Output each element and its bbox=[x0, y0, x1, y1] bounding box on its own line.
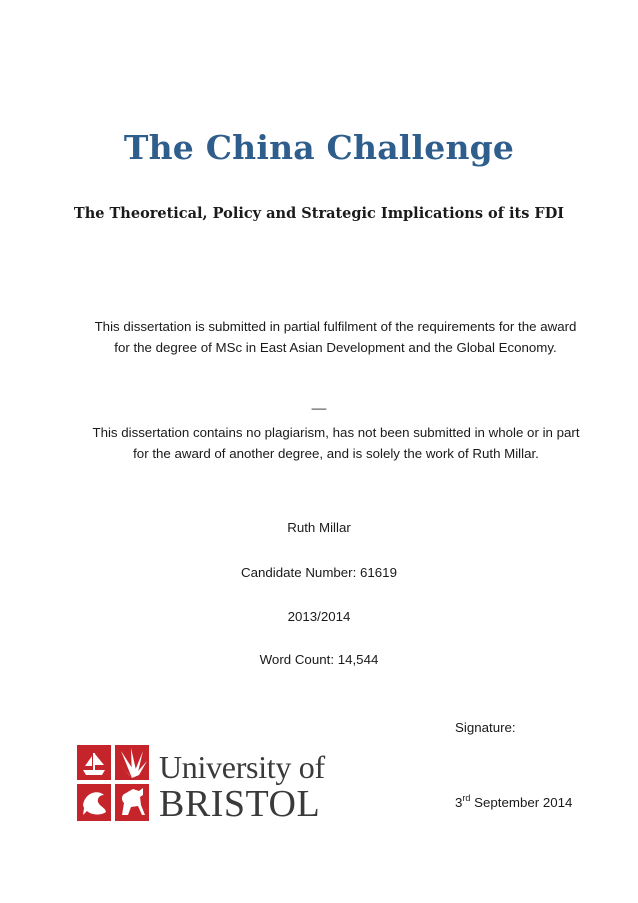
university-logo bbox=[77, 745, 327, 825]
academic-year: 2013/2014 bbox=[287, 609, 351, 624]
logo-text-bristol: BRISTOL bbox=[159, 783, 321, 825]
date-day: 3 bbox=[455, 795, 463, 810]
word-count: Word Count: 14,544 bbox=[259, 652, 379, 667]
date-ordinal-suffix: rd bbox=[462, 793, 471, 803]
author-name: Ruth Millar bbox=[287, 520, 351, 535]
candidate-number: Candidate Number: 61619 bbox=[241, 565, 397, 580]
logo-text-university-of: University of bbox=[159, 749, 325, 785]
date-month-year: September 2014 bbox=[470, 795, 573, 810]
plagiarism-statement: This dissertation contains no plagiarism, has not been submitted in whole or in part for the award of another degree, and is solely the work of Ruth Millar. bbox=[92, 425, 580, 461]
signature-label: Signature: bbox=[455, 720, 516, 735]
submission-statement: This dissertation is submitted in partial fulfilment of the requirements for the award for the degree of MSc in East Asian Development and the Global Economy. bbox=[94, 319, 577, 355]
document-title: The China Challenge bbox=[123, 128, 515, 167]
document-subtitle: The Theoretical, Policy and Strategic Implications of its FDI bbox=[73, 205, 565, 222]
university-crest-icon bbox=[77, 745, 149, 821]
submission-date bbox=[455, 795, 572, 810]
section-divider: __ bbox=[311, 395, 327, 410]
